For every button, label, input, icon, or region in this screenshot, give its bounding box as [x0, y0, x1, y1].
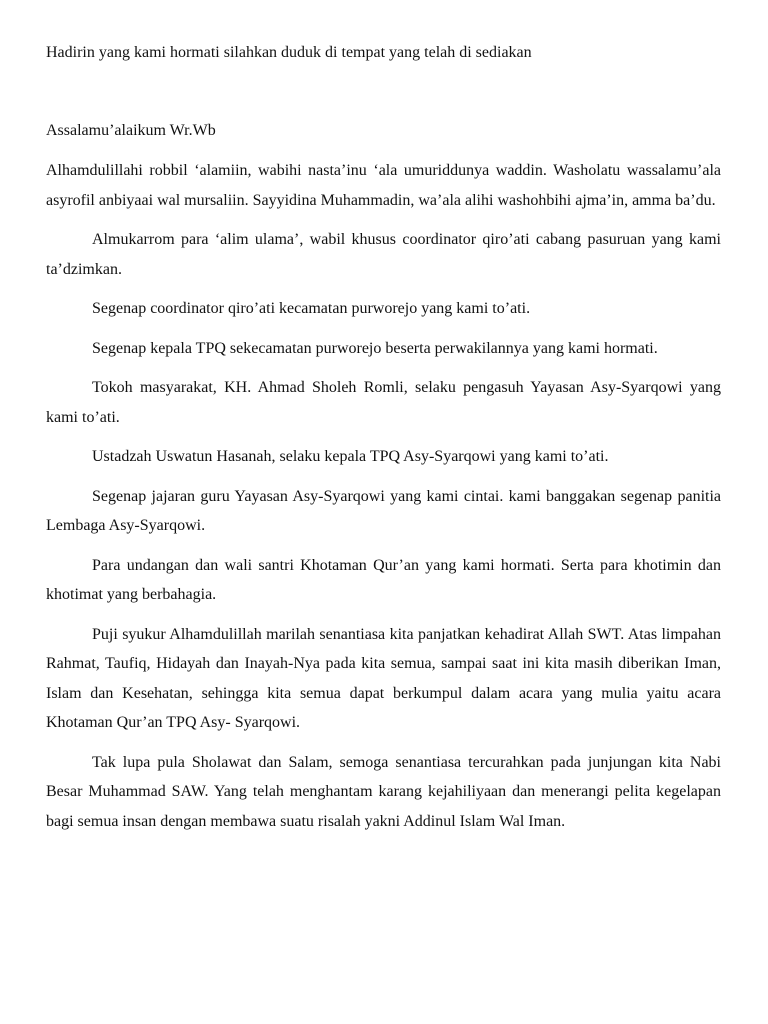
paragraph-opening-praise: Alhamdulillahi robbil ‘alamiin, wabihi nasta’inu ‘ala umuriddunya waddin. Washolatu wassalamu’ala asyrofil anbiyaai wal mursaliin. Sayyidina Muhammadin, wa’ala alihi washohbihi ajma’in, amma ba’du.	[46, 162, 721, 209]
paragraph-address-ulama: Almukarrom para ‘alim ulama’, wabil khusus coordinator qiro’ati cabang pasuruan yang kami ta’dzimkan.	[46, 231, 721, 278]
opening-line: Hadirin yang kami hormati silahkan duduk di tempat yang telah di sediakan	[46, 44, 532, 61]
document-body	[46, 156, 721, 846]
paragraph-address-guests: Para undangan dan wali santri Khotaman Qur’an yang kami hormati. Serta para khotimin dan khotimat yang berbahagia.	[46, 556, 721, 603]
paragraph-address-coordinator: Segenap coordinator qiro’ati kecamatan purworejo yang kami to’ati.	[92, 300, 531, 317]
paragraph-address-tpq-heads: Segenap kepala TPQ sekecamatan purworejo beserta perwakilannya yang kami hormati.	[92, 339, 658, 357]
paragraph-address-community-figure: Tokoh masyarakat, KH. Ahmad Sholeh Romli, selaku pengasuh Yayasan Asy-Syarqowi yang kami to’ati.	[46, 379, 721, 426]
paragraph-address-teachers: Segenap jajaran guru Yayasan Asy-Syarqowi yang kami cintai. kami banggakan segenap panitia Lembaga Asy-Syarqowi.	[46, 487, 721, 534]
paragraph-sholawat: Tak lupa pula Sholawat dan Salam, semoga senantiasa tercurahkan pada junjungan kita Nabi Besar Muhammad SAW. Yang telah menghantam karang kejahiliyaan dan menerangi pelita kegelapan bagi semua insan dengan membawa suatu risalah yakni Addinul Islam Wal Iman.	[46, 753, 721, 830]
paragraph-gratitude: Puji syukur Alhamdulillah marilah senantiasa kita panjatkan kehadirat Allah SWT. Atas limpahan Rahmat, Taufiq, Hidayah dan Inayah-Nya pada kita semua, sampai saat ini kita masih diberikan Iman, Islam dan Kesehatan, sehingga kita semua dapat berkumpul dalam acara yang mulia yaitu acara Khotaman Qur’an TPQ Asy- Syarqowi.	[46, 625, 721, 731]
paragraph-address-tpq-head: Ustadzah Uswatun Hasanah, selaku kepala TPQ Asy-Syarqowi yang kami to’ati.	[92, 448, 609, 465]
greeting-line: Assalamu’alaikum Wr.Wb	[46, 122, 216, 139]
